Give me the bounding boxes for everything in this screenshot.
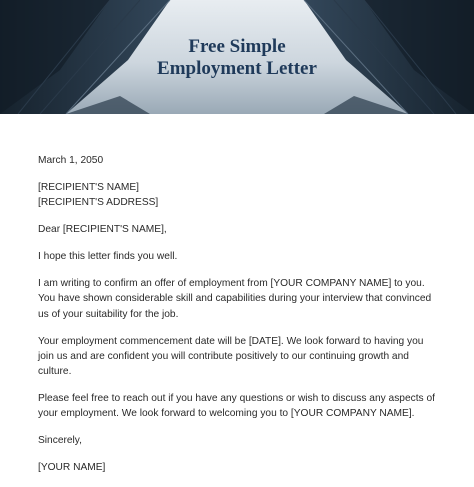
- letter-body: [38, 153, 458, 487]
- title-line-2: Employment Letter: [157, 58, 317, 79]
- header-banner: [0, 0, 474, 114]
- paragraph-4-line: your employment. We look forward to welcoming you to [YOUR COMPANY NAME].: [38, 408, 415, 420]
- paragraph-3: [38, 334, 458, 380]
- paragraph-4: [38, 391, 458, 421]
- paragraph-2-line: You have shown considerable skill and capabilities during your interview that convinced: [38, 293, 432, 305]
- closing: Sincerely,: [38, 435, 82, 447]
- paragraph-3-line: Your employment commencement date will be [DATE]. We look forward to having you: [38, 335, 424, 347]
- paragraph-2: [38, 276, 458, 322]
- paragraph-1: I hope this letter finds you well.: [38, 251, 178, 263]
- signature-name: [YOUR NAME]: [38, 462, 106, 474]
- recipient-block: [38, 180, 458, 210]
- salutation: Dear [RECIPIENT'S NAME],: [38, 224, 167, 236]
- recipient-name: [RECIPIENT'S NAME]: [38, 182, 140, 193]
- page-title: [0, 36, 474, 80]
- recipient-address: [RECIPIENT'S ADDRESS]: [38, 197, 159, 209]
- paragraph-2-line: I am writing to confirm an offer of employment from [YOUR COMPANY NAME] to you.: [38, 278, 425, 290]
- paragraph-4-line: Please feel free to reach out if you have any questions or wish to discuss any aspects of: [38, 393, 435, 405]
- paragraph-2-line: us of your suitability for the job.: [38, 308, 179, 320]
- paragraph-3-line: culture.: [38, 366, 72, 378]
- letter-date: March 1, 2050: [38, 155, 104, 166]
- paragraph-3-line: join us and are confident you will contribute positively to our continuing growth and: [38, 350, 409, 362]
- title-line-1: Free Simple: [188, 36, 286, 57]
